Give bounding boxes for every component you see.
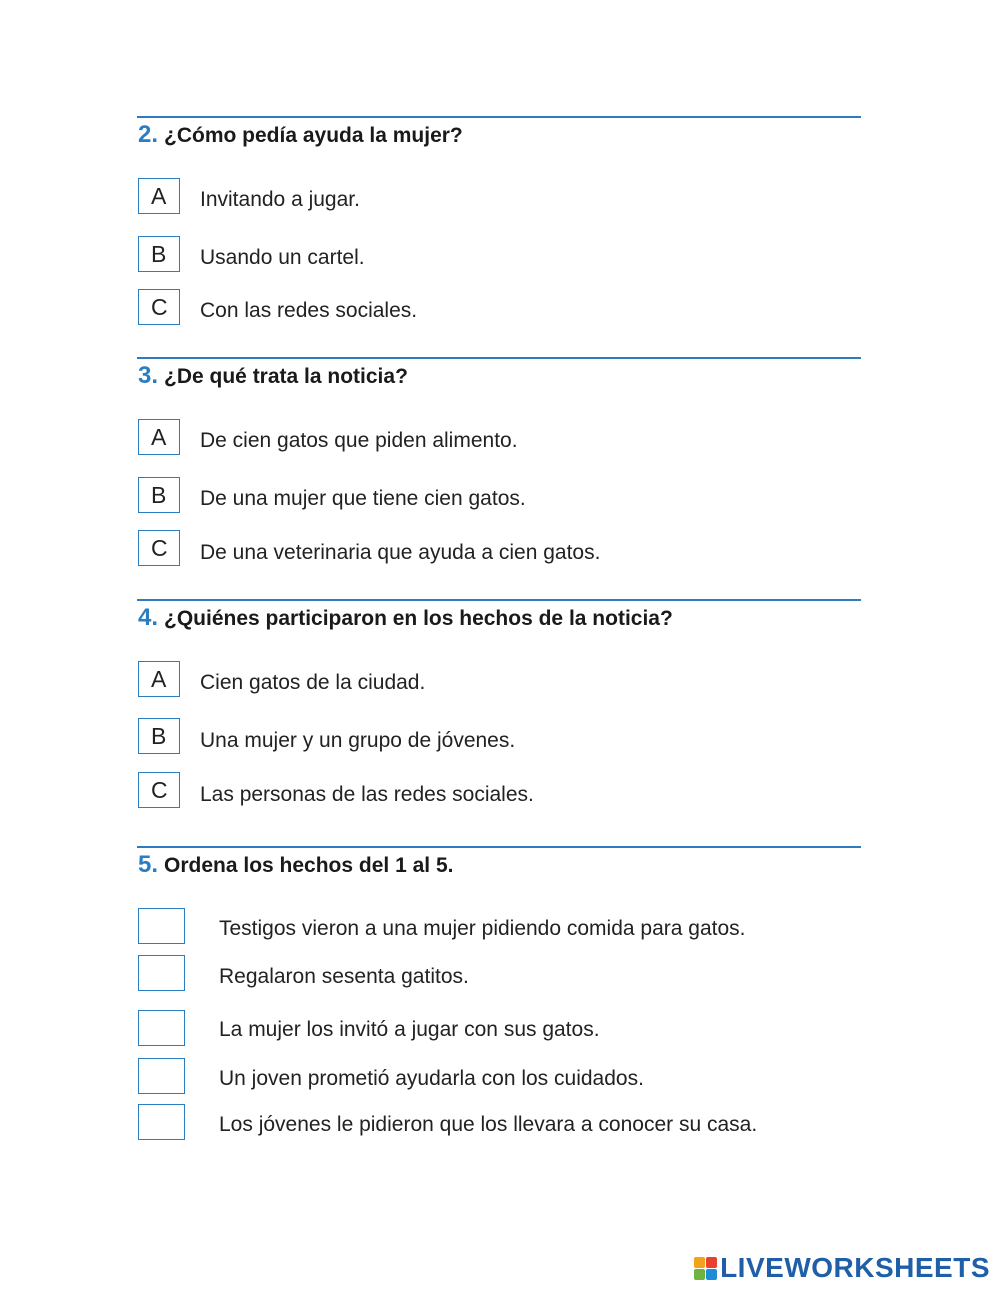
question-5-heading [138, 851, 453, 879]
question-text: ¿Cómo pedía ayuda la mujer? [164, 124, 463, 147]
order-item-text: Los jóvenes le pidieron que los llevara a conocer su casa. [219, 1113, 758, 1136]
option-c-text: Con las redes sociales. [200, 299, 418, 322]
option-b-checkbox[interactable]: B [138, 236, 180, 272]
question-text: Ordena los hechos del 1 al 5. [164, 854, 454, 877]
question-4-heading [138, 604, 673, 632]
option-c-text: Las personas de las redes sociales. [200, 783, 534, 806]
option-a-checkbox[interactable]: A [138, 419, 180, 455]
question-number: 3. [138, 362, 159, 389]
option-b-checkbox[interactable]: B [138, 477, 180, 513]
order-input-box[interactable] [138, 1104, 185, 1140]
question-text: ¿De qué trata la noticia? [164, 365, 408, 388]
option-c-checkbox[interactable]: C [138, 530, 180, 566]
option-b-text: Usando un cartel. [200, 246, 365, 269]
order-input-box[interactable] [138, 908, 185, 944]
question-text: ¿Quiénes participaron en los hechos de la noticia? [164, 607, 673, 630]
order-item-text: Testigos vieron a una mujer pidiendo comida para gatos. [219, 917, 746, 940]
option-b-text: Una mujer y un grupo de jóvenes. [200, 729, 516, 752]
section-divider [137, 116, 861, 118]
option-b-text: De una mujer que tiene cien gatos. [200, 487, 526, 510]
option-a-text: De cien gatos que piden alimento. [200, 429, 518, 452]
option-b-checkbox[interactable]: B [138, 718, 180, 754]
order-input-box[interactable] [138, 1058, 185, 1094]
option-a-text: Invitando a jugar. [200, 188, 360, 211]
option-a-checkbox[interactable]: A [138, 661, 180, 697]
liveworksheets-logo-icon [694, 1257, 717, 1280]
option-a-text: Cien gatos de la ciudad. [200, 671, 426, 694]
question-3-heading [138, 362, 408, 390]
section-divider [137, 846, 861, 848]
question-number: 2. [138, 121, 159, 148]
order-item-text: Un joven prometió ayudarla con los cuidados. [219, 1067, 644, 1090]
option-c-checkbox[interactable]: C [138, 772, 180, 808]
option-c-checkbox[interactable]: C [138, 289, 180, 325]
question-2-heading [138, 121, 463, 149]
question-number: 5. [138, 851, 159, 878]
section-divider [137, 357, 861, 359]
liveworksheets-logo [694, 1252, 990, 1284]
brand-name: LIVEWORKSHEETS [720, 1252, 990, 1283]
order-item-text: La mujer los invitó a jugar con sus gatos. [219, 1018, 600, 1041]
order-input-box[interactable] [138, 1010, 185, 1046]
question-number: 4. [138, 604, 159, 631]
section-divider [137, 599, 861, 601]
order-item-text: Regalaron sesenta gatitos. [219, 965, 469, 988]
option-c-text: De una veterinaria que ayuda a cien gatos. [200, 541, 601, 564]
option-a-checkbox[interactable]: A [138, 178, 180, 214]
order-input-box[interactable] [138, 955, 185, 991]
